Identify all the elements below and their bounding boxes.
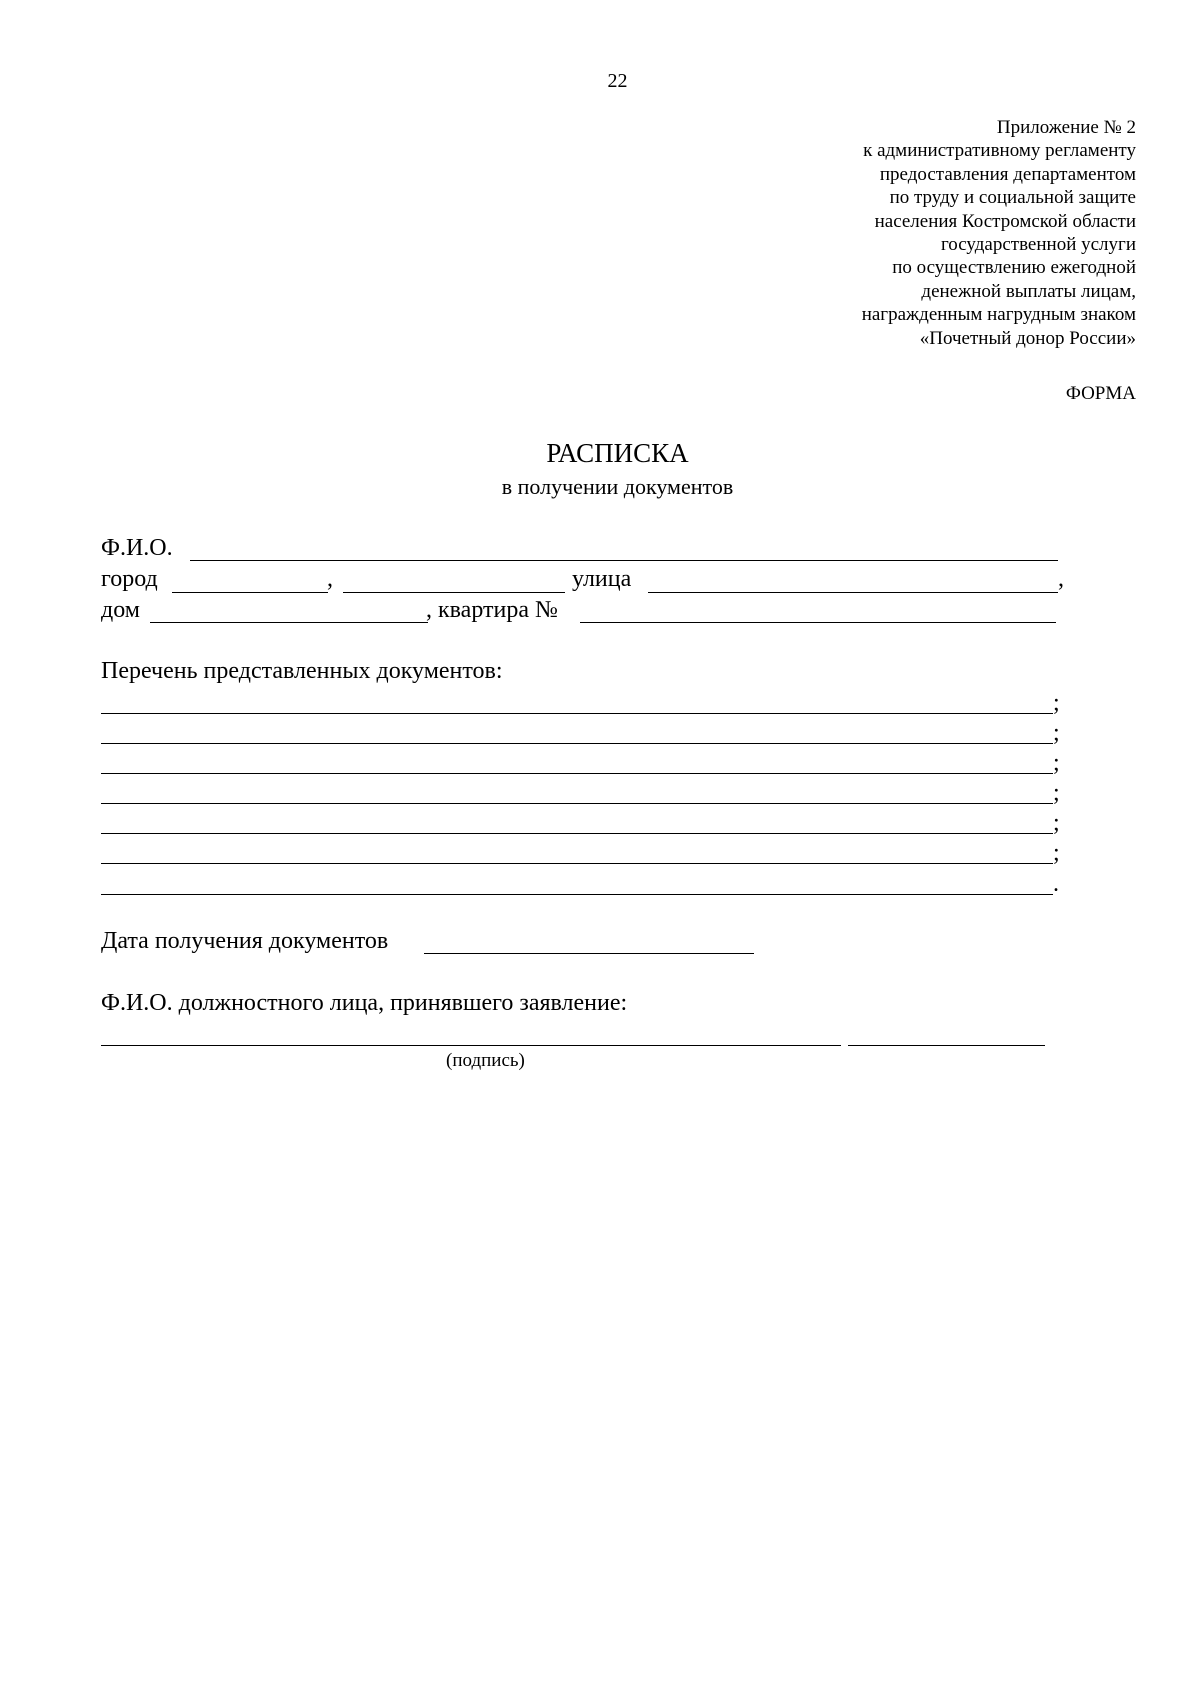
signature-caption: (подпись) [446,1050,525,1071]
document-line-ending: . [1053,871,1059,897]
appendix-line: предоставления департаментом [879,163,1136,185]
official-label: Ф.И.О. должностного лица, принявшего заявление: [101,990,628,1016]
street-label: улица [572,566,632,592]
document-line-field[interactable] [101,713,1053,714]
appendix-line: государственной услуги [940,234,1136,256]
fio-label: Ф.И.О. [101,535,173,561]
document-line-field[interactable] [101,773,1053,774]
apartment-label: , квартира № [426,597,558,623]
city-comma: , [327,566,333,592]
document-line-ending: ; [1053,750,1060,776]
document-title: РАСПИСКА [546,438,689,468]
appendix-line: по осуществлению ежегодной [892,257,1136,279]
receipt-date-label: Дата получения документов [101,928,389,954]
official-name-field[interactable] [101,1045,841,1046]
appendix-line: к административному регламенту [863,140,1136,162]
appendix-block [862,116,1136,350]
document-line-ending: ; [1053,840,1060,866]
appendix-line: награжденным нагрудным знаком [861,304,1136,326]
document-subtitle: в получении документов [501,474,734,499]
documents-label: Перечень представленных документов: [101,658,503,684]
city-field[interactable] [172,592,328,593]
document-line-field[interactable] [101,833,1053,834]
receipt-date-field[interactable] [424,953,754,954]
document-line-field[interactable] [101,863,1053,864]
appendix-line: «Почетный донор России» [919,327,1136,349]
apartment-field[interactable] [580,622,1056,623]
document-line-ending: ; [1053,810,1060,836]
appendix-line: населения Костромской области [874,210,1136,232]
form-label: ФОРМА [1065,383,1136,404]
appendix-line: денежной выплаты лицам, [921,280,1136,302]
signature-field[interactable] [848,1045,1045,1046]
house-field[interactable] [150,622,428,623]
fio-field[interactable] [190,560,1058,561]
document-line-field[interactable] [101,743,1053,744]
street-comma: , [1058,566,1064,592]
district-field[interactable] [343,592,565,593]
document-line-ending: ; [1053,780,1060,806]
document-line-ending: ; [1053,690,1060,716]
document-line-ending: ; [1053,720,1060,746]
appendix-line: по труду и социальной защите [889,187,1136,209]
house-label: дом [101,597,140,623]
document-line-field[interactable] [101,894,1053,895]
page-number: 22 [607,70,628,92]
city-label: город [101,566,158,592]
street-field[interactable] [648,592,1058,593]
document-line-field[interactable] [101,803,1053,804]
appendix-line: Приложение № 2 [996,117,1136,138]
